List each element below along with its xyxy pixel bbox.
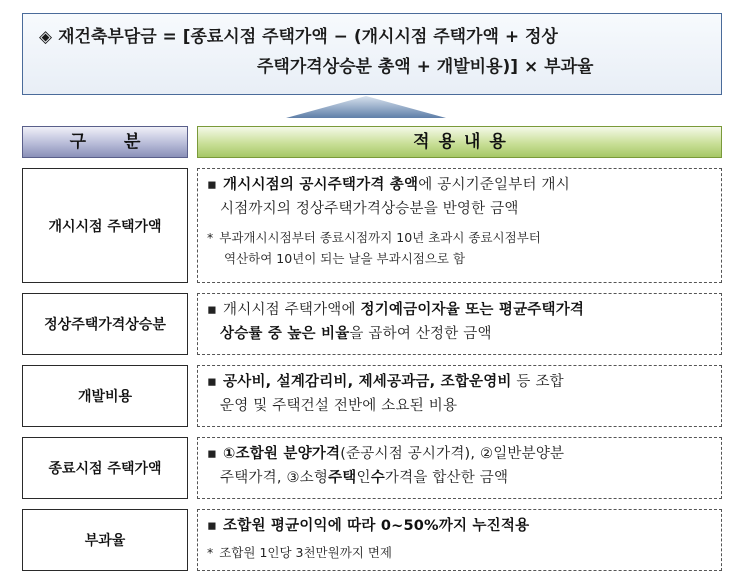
up-arrow-icon bbox=[286, 96, 446, 118]
row-label-levy-rate: 부과율 bbox=[22, 509, 188, 571]
row-label-normal-increase: 정상주택가격상승분 bbox=[22, 293, 188, 355]
header-category: 구 분 bbox=[22, 126, 188, 158]
formula-line-2: 주택가격상승분 총액 + 개발비용)] × 부과율 bbox=[257, 57, 594, 77]
diamond-icon: ◈ bbox=[39, 27, 53, 47]
formula-box bbox=[22, 13, 722, 95]
row-content-start-price: ▪ 개시시점의 공시주택가격 총액에 공시기준일부터 개시 시점까지의 정상주택가격상승분을 반영한 금액 * 부과개시시점부터 종료시점까지 10년 초과시 종료시점부터 역산하여 10년이 되는 날을 부과시점으로 함 bbox=[197, 168, 722, 283]
row-label-start-price: 개시시점 주택가액 bbox=[22, 168, 188, 283]
row-label-development-cost: 개발비용 bbox=[22, 365, 188, 427]
row-label-end-price: 종료시점 주택가액 bbox=[22, 437, 188, 499]
formula-line-1: 재건축부담금 = [종료시점 주택가액 − (개시시점 주택가액 + 정상 bbox=[58, 27, 558, 47]
row-content-development-cost: ▪ 공사비, 설계감리비, 제세공과금, 조합운영비 등 조합 운영 및 주택건설 전반에 소요된 비용 bbox=[197, 365, 722, 427]
row-content-end-price: ▪ ①조합원 분양가격(준공시점 공시가격), ②일반분양분 주택가격, ③소형주택인수가격을 합산한 금액 bbox=[197, 437, 722, 499]
row-content-normal-increase: ▪ 개시시점 주택가액에 정기예금이자율 또는 평균주택가격 상승률 중 높은 비율을 곱하여 산정한 금액 bbox=[197, 293, 722, 355]
header-content: 적용내용 bbox=[197, 126, 722, 158]
row-content-levy-rate: ▪ 조합원 평균이익에 따라 0~50%까지 누진적용 * 조합원 1인당 3천만원까지 면제 bbox=[197, 509, 722, 571]
